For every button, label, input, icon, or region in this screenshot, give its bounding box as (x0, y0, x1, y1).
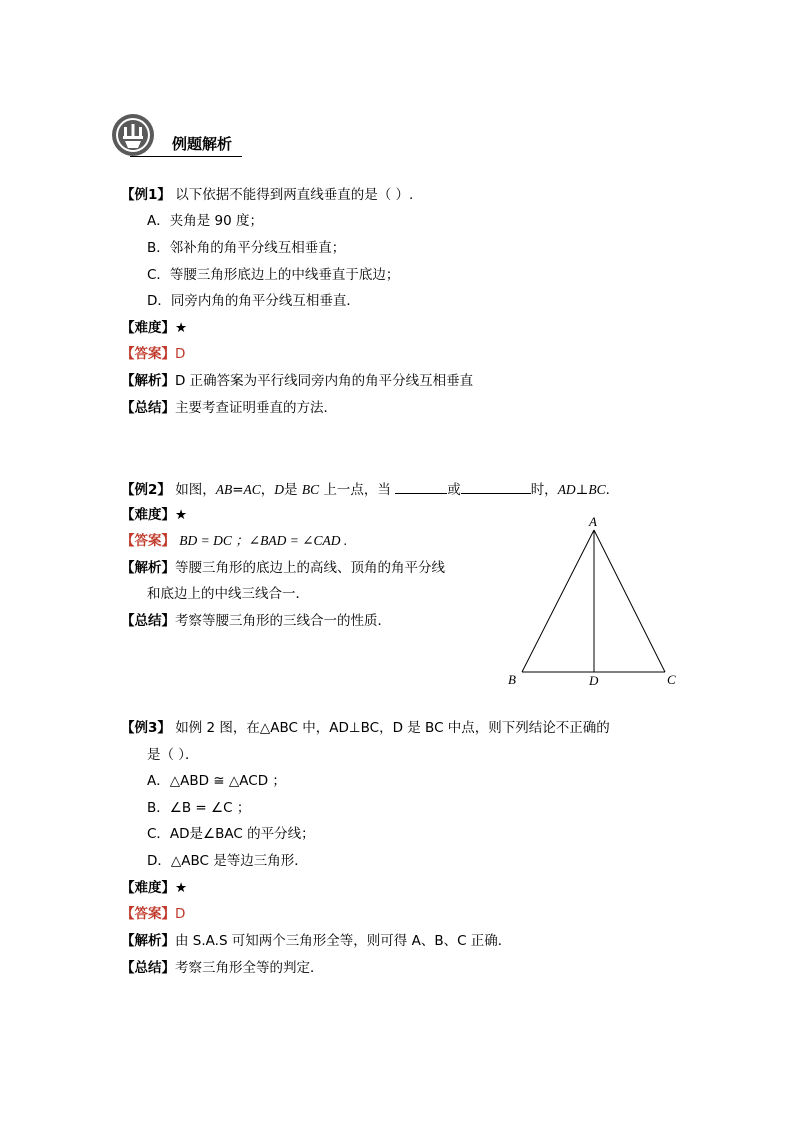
answer-blank-2[interactable] (461, 479, 531, 494)
vertex-label-b: B (508, 672, 516, 687)
star-icon: ★ (175, 880, 188, 896)
star-icon: ★ (175, 320, 188, 336)
difficulty-row (121, 319, 187, 337)
answer-text: D (175, 346, 186, 362)
summary-row (121, 959, 324, 977)
example-label: 【例3】 (121, 720, 171, 736)
option-a: A．△ABD ≅ △ACD ； (147, 773, 286, 789)
example-3-question-row (121, 719, 610, 737)
answer-blank-1[interactable] (395, 479, 447, 494)
answer-row (121, 905, 185, 923)
option-b: B．∠B = ∠C ； (147, 800, 251, 816)
summary-label: 【总结】 (121, 613, 175, 629)
vertex-label-d: D (589, 673, 599, 688)
summary-text: 主要考查证明垂直的方法． (175, 400, 337, 416)
analysis-text-line2: 和底边上的中线三线合一． (147, 586, 309, 602)
analysis-text: 等腰三角形的底边上的高线、顶角的角平分线 (175, 560, 445, 576)
difficulty-label: 【难度】 (121, 320, 175, 336)
question-text: ． (605, 482, 620, 498)
analysis-label: 【解析】 (121, 560, 175, 576)
triangle-figure (500, 512, 690, 692)
vertex-label-a: A (589, 514, 597, 529)
math-var: BC (301, 482, 320, 497)
example-1-question-row (121, 186, 413, 204)
math-var: AC (243, 482, 261, 497)
analysis-row (121, 372, 473, 390)
difficulty-label: 【难度】 (121, 507, 175, 523)
question-text: 如例 2 图，在△ABC 中，AD⊥BC，D 是 BC 中点，则下列结论不正确的 (175, 720, 610, 736)
question-text: 如图， (175, 482, 216, 498)
option-b: B．邻补角的角平分线互相垂直； (147, 240, 346, 256)
star-icon: ★ (175, 507, 188, 523)
option-d: D．同旁内角的角平分线互相垂直． (147, 293, 360, 309)
header-underline (130, 156, 242, 157)
side-ac (594, 530, 665, 672)
castle-badge-icon (111, 111, 155, 159)
summary-label: 【总结】 (121, 960, 175, 976)
answer-row (121, 345, 185, 363)
answer-label: 【答案】 (121, 533, 175, 549)
question-text-line2: 是（ ）． (147, 747, 199, 763)
option-d: D．△ABC 是等边三角形． (147, 853, 308, 869)
answer-row (121, 532, 347, 550)
option-c: C．等腰三角形底边上的中线垂直于底边； (147, 267, 400, 283)
question-text: 时， (530, 482, 558, 498)
example-2-question-row (121, 479, 619, 499)
summary-row (121, 399, 337, 417)
answer-label: 【答案】 (121, 346, 175, 362)
question-text: 上一点，当 (323, 482, 391, 498)
math-var: AB (215, 482, 233, 497)
difficulty-row (121, 506, 187, 524)
difficulty-row (121, 879, 187, 897)
analysis-label: 【解析】 (121, 933, 175, 949)
difficulty-label: 【难度】 (121, 880, 175, 896)
question-text: 以下依据不能得到两直线垂直的是（ ）. (175, 187, 414, 203)
answer-text: BD = DC ；∠BAD = ∠CAD . (179, 533, 348, 548)
analysis-row (121, 559, 445, 577)
math-expression: AD⊥BC (557, 482, 606, 497)
question-text: 或 (447, 482, 461, 498)
analysis-label: 【解析】 (121, 373, 175, 389)
analysis-text: D 正确答案为平行线同旁内角的角平分线互相垂直 (175, 373, 474, 389)
section-title: 例题解析 (172, 135, 233, 153)
analysis-row (121, 932, 511, 950)
analysis-text: 由 S.A.S 可知两个三角形全等，则可得 A、B、C 正确． (175, 933, 512, 949)
summary-label: 【总结】 (121, 400, 175, 416)
answer-label: 【答案】 (121, 906, 175, 922)
option-a: A．夹角是 90 度； (147, 213, 263, 229)
answer-text: D (175, 906, 186, 922)
question-text: ， (260, 482, 275, 498)
math-var: D (274, 482, 285, 497)
summary-text: 考察三角形全等的判定． (175, 960, 324, 976)
summary-text: 考察等腰三角形的三线合一的性质． (175, 613, 391, 629)
example-label: 【例1】 (121, 187, 171, 203)
side-ab (522, 530, 594, 672)
question-text: = (232, 482, 244, 498)
summary-row (121, 612, 391, 630)
vertex-label-c: C (667, 672, 676, 687)
option-c: C．AD是∠BAC 的平分线； (147, 826, 315, 842)
example-label: 【例2】 (121, 482, 171, 498)
question-text: 是 (284, 482, 298, 498)
